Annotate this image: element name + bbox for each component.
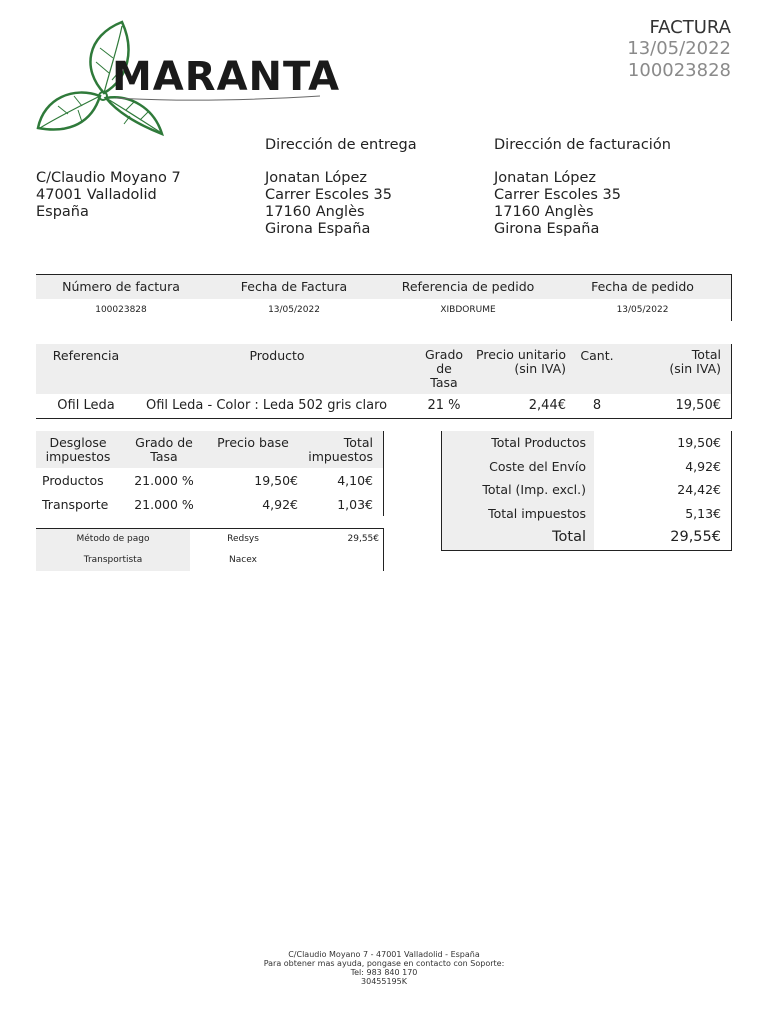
invoice-date: 13/05/2022 [627, 38, 731, 59]
tax-breakdown-table [36, 431, 384, 516]
products-table [36, 344, 732, 419]
tax-col-breakdown-line: Desglose [49, 434, 107, 450]
col-reference: Referencia [52, 348, 120, 363]
grand-total-value: 29,55€ [670, 529, 721, 546]
header-invoice-number: Número de factura [62, 279, 180, 295]
col-total-line: (sin IVA) [669, 361, 721, 376]
footer-tax-id: 30455195K [361, 977, 407, 986]
table-row [36, 394, 732, 418]
billing-name: Jonatan López [494, 170, 597, 186]
carrier-value: Nacex [229, 555, 257, 565]
tax-col-rate [120, 431, 208, 468]
totals-label: Coste del Envío [442, 454, 595, 478]
totals-value: 5,13€ [685, 505, 721, 521]
header-invoice-date: Fecha de Factura [240, 279, 348, 295]
table-row [36, 468, 384, 492]
row-reference: Ofil Leda [57, 398, 115, 414]
tax-row-label: Productos [42, 472, 104, 488]
totals-row [442, 501, 732, 525]
row-unit-price: 2,44€ [528, 398, 566, 414]
totals-label: Total Productos [442, 431, 595, 454]
invoice-number: 100023828 [627, 60, 731, 81]
totals-row [442, 454, 732, 478]
billing-region: Girona España [494, 221, 600, 237]
payment-table [36, 528, 384, 571]
sender-address [36, 170, 181, 221]
delivery-name: Jonatan López [265, 170, 368, 186]
row-product: Ofil Leda - Color : Leda 502 gris claro [146, 398, 388, 414]
header-order-reference: Referencia de pedido [401, 279, 535, 295]
tax-col-total [298, 431, 384, 468]
col-total [628, 344, 732, 394]
totals-value: 24,42€ [677, 482, 721, 497]
col-tax-rate-line: de [436, 361, 452, 376]
tax-row-total: 1,03€ [298, 492, 384, 516]
totals-value: 4,92€ [685, 458, 721, 474]
col-tax-rate-line: Tasa [430, 375, 458, 390]
billing-address [494, 170, 621, 238]
grand-total-row [442, 525, 732, 550]
header-order-date: Fecha de pedido [554, 275, 732, 299]
row-tax-rate: 21 % [427, 398, 461, 414]
footer [0, 950, 768, 986]
totals-label: Total impuestos [442, 501, 595, 525]
carrier-amount-empty [296, 550, 384, 571]
payment-method-label: Método de pago [36, 529, 190, 550]
col-unit-price [470, 344, 566, 394]
value-order-date: 13/05/2022 [554, 299, 732, 321]
value-invoice-date: 13/05/2022 [268, 304, 320, 315]
footer-help: Para obtener mas ayuda, pongase en contacto con Soporte: [263, 959, 505, 968]
tax-row-base: 19,50€ [254, 472, 298, 488]
value-order-reference: XIBDORUME [440, 304, 496, 315]
col-product: Producto [249, 348, 305, 363]
tax-col-breakdown [36, 431, 120, 468]
tax-row-rate: 21.000 % [134, 472, 194, 488]
delivery-address [265, 170, 392, 238]
footer-phone: Tel: 983 840 170 [350, 968, 418, 977]
carrier-label: Transportista [36, 550, 190, 571]
delivery-street: Carrer Escoles 35 [265, 187, 392, 203]
row-total: 19,50€ [628, 394, 732, 418]
payment-method-amount: 29,55€ [296, 529, 384, 550]
delivery-city: 17160 Anglès [265, 204, 365, 220]
invoice-info-table [36, 274, 732, 321]
delivery-region: Girona España [265, 221, 371, 237]
totals-value: 19,50€ [677, 435, 721, 450]
tax-col-base: Precio base [217, 435, 289, 450]
sender-line: 47001 Valladolid [36, 187, 157, 203]
grand-total-label: Total [442, 525, 595, 550]
tax-row-base: 4,92€ [262, 496, 298, 512]
tax-row-label: Transporte [42, 496, 109, 512]
billing-city: 17160 Anglès [494, 204, 594, 220]
col-tax-rate-line: Grado [424, 347, 464, 362]
tax-col-total-line: impuestos [308, 448, 373, 464]
tax-col-total-line: Total [343, 434, 373, 450]
tax-row-total: 4,10€ [298, 468, 384, 492]
tax-col-breakdown-line: impuestos [45, 448, 111, 464]
totals-label: Total (Imp. excl.) [442, 478, 595, 501]
col-quantity: Cant. [580, 348, 614, 363]
billing-street: Carrer Escoles 35 [494, 187, 621, 203]
totals-row [442, 431, 732, 454]
payment-method-value: Redsys [227, 534, 259, 545]
footer-address: C/Claudio Moyano 7 - 47001 Valladolid - España [288, 950, 480, 959]
col-unit-price-line: (sin IVA) [514, 361, 566, 376]
delivery-address-title: Dirección de entrega [265, 137, 417, 153]
tax-col-rate-line: Grado de [135, 434, 193, 450]
totals-table [441, 431, 732, 551]
col-tax-rate [418, 344, 470, 394]
col-total-line: Total [691, 347, 721, 362]
invoice-title: FACTURA [649, 17, 731, 38]
row-quantity: 8 [592, 398, 602, 414]
col-unit-price-line: Precio unitario [476, 347, 566, 362]
tax-col-rate-line: Tasa [150, 448, 178, 464]
brand-name: MARANTA [112, 54, 341, 100]
totals-row [442, 478, 732, 501]
table-row [36, 492, 384, 516]
tax-row-rate: 21.000 % [134, 496, 194, 512]
sender-line: C/Claudio Moyano 7 [36, 170, 181, 186]
value-invoice-number: 100023828 [95, 304, 147, 315]
sender-line: España [36, 204, 89, 220]
billing-address-title: Dirección de facturación [494, 137, 671, 153]
